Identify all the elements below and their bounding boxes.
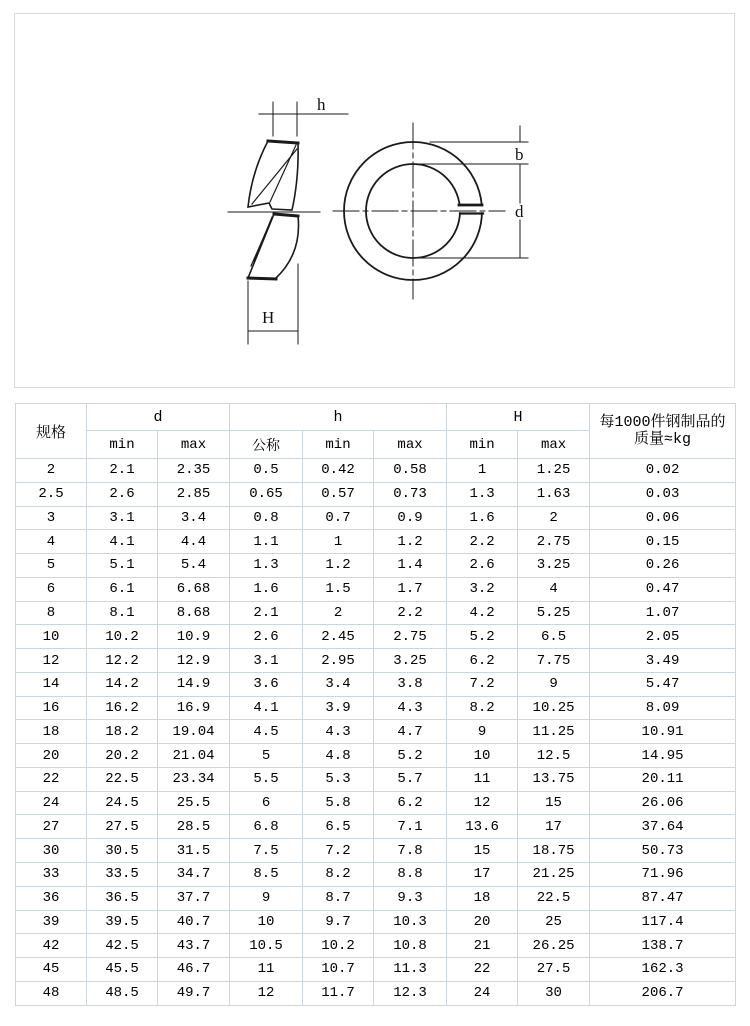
table-cell: 5 (230, 744, 303, 768)
spec-table-body (16, 459, 736, 1006)
table-cell: 162.3 (590, 958, 736, 982)
table-cell: 206.7 (590, 981, 736, 1005)
table-cell: 10 (230, 910, 303, 934)
table-cell: 48.5 (87, 981, 158, 1005)
table-cell: 42.5 (87, 934, 158, 958)
table-cell: 5.25 (518, 601, 590, 625)
table-row (16, 577, 736, 601)
table-cell: 30 (518, 981, 590, 1005)
table-cell: 8.5 (230, 863, 303, 887)
table-cell: 0.57 (303, 482, 374, 506)
table-cell: 1.4 (374, 554, 447, 578)
table-cell: 20.2 (87, 744, 158, 768)
spec-table (15, 403, 736, 1006)
table-cell: 16.2 (87, 696, 158, 720)
table-cell: 6.5 (303, 815, 374, 839)
table-cell: 22 (447, 958, 518, 982)
table-cell: 9 (518, 672, 590, 696)
dim-label-H: H (262, 308, 275, 327)
table-cell: 3.2 (447, 577, 518, 601)
table-cell: 1.63 (518, 482, 590, 506)
table-cell: 23.34 (158, 767, 230, 791)
table-cell: 1.25 (518, 459, 590, 483)
table-cell: 5.5 (230, 767, 303, 791)
table-cell: 11 (447, 767, 518, 791)
table-cell: 2.75 (374, 625, 447, 649)
table-cell: 24 (447, 981, 518, 1005)
table-cell: 6.2 (447, 649, 518, 673)
table-cell: 11 (230, 958, 303, 982)
table-cell: 39 (16, 910, 87, 934)
washer-technical-drawing (15, 14, 734, 387)
table-cell: 2.5 (16, 482, 87, 506)
table-cell: 48 (16, 981, 87, 1005)
table-cell: 1.5 (303, 577, 374, 601)
table-cell: 4.3 (303, 720, 374, 744)
table-row (16, 934, 736, 958)
table-cell: 7.75 (518, 649, 590, 673)
table-cell: 37.7 (158, 886, 230, 910)
table-cell: 2 (518, 506, 590, 530)
col-header-spec: 规格 (16, 404, 87, 459)
table-row (16, 601, 736, 625)
table-cell: 7.2 (303, 839, 374, 863)
table-cell: 36.5 (87, 886, 158, 910)
table-cell: 18.2 (87, 720, 158, 744)
table-cell: 3.6 (230, 672, 303, 696)
table-cell: 2 (303, 601, 374, 625)
table-cell: 30 (16, 839, 87, 863)
h-dimension-lines (259, 102, 348, 136)
table-cell: 1 (303, 530, 374, 554)
table-cell: 2.2 (447, 530, 518, 554)
table-cell: 25.5 (158, 791, 230, 815)
table-row (16, 696, 736, 720)
table-cell: 0.06 (590, 506, 736, 530)
table-row (16, 720, 736, 744)
table-row (16, 554, 736, 578)
table-cell: 49.7 (158, 981, 230, 1005)
table-cell: 24.5 (87, 791, 158, 815)
table-cell: 8.8 (374, 863, 447, 887)
table-cell: 45 (16, 958, 87, 982)
subheader-h-nominal: 公称 (230, 431, 303, 459)
table-cell: 16.9 (158, 696, 230, 720)
table-cell: 26.25 (518, 934, 590, 958)
table-cell: 3.1 (87, 506, 158, 530)
table-cell: 3.1 (230, 649, 303, 673)
subheader-H-min: min (447, 431, 518, 459)
table-cell: 1.6 (447, 506, 518, 530)
table-cell: 10 (447, 744, 518, 768)
table-cell: 3.9 (303, 696, 374, 720)
col-header-d: d (87, 404, 230, 431)
table-cell: 45.5 (87, 958, 158, 982)
table-cell: 2 (16, 459, 87, 483)
table-cell: 0.73 (374, 482, 447, 506)
table-cell: 3 (16, 506, 87, 530)
table-cell: 22 (16, 767, 87, 791)
table-cell: 2.1 (230, 601, 303, 625)
table-cell: 4 (16, 530, 87, 554)
table-cell: 12.3 (374, 981, 447, 1005)
table-cell: 10.3 (374, 910, 447, 934)
table-cell: 43.7 (158, 934, 230, 958)
table-cell: 6.2 (374, 791, 447, 815)
spec-table-container (15, 403, 735, 1006)
table-cell: 5.47 (590, 672, 736, 696)
table-cell: 16 (16, 696, 87, 720)
table-cell: 21.25 (518, 863, 590, 887)
table-row (16, 530, 736, 554)
table-cell: 8.2 (447, 696, 518, 720)
table-cell: 27.5 (518, 958, 590, 982)
col-header-h: h (230, 404, 447, 431)
table-cell: 8.2 (303, 863, 374, 887)
table-cell: 1.3 (447, 482, 518, 506)
subheader-h-max: max (374, 431, 447, 459)
table-cell: 0.02 (590, 459, 736, 483)
table-cell: 8.68 (158, 601, 230, 625)
table-cell: 12.9 (158, 649, 230, 673)
table-cell: 10.5 (230, 934, 303, 958)
table-cell: 13.75 (518, 767, 590, 791)
table-cell: 3.25 (518, 554, 590, 578)
subheader-d-max: max (158, 431, 230, 459)
table-cell: 6.5 (518, 625, 590, 649)
table-cell: 2.45 (303, 625, 374, 649)
table-cell: 46.7 (158, 958, 230, 982)
table-cell: 34.7 (158, 863, 230, 887)
table-cell: 6 (230, 791, 303, 815)
table-cell: 27.5 (87, 815, 158, 839)
table-cell: 4.3 (374, 696, 447, 720)
table-row (16, 981, 736, 1005)
table-cell: 7.2 (447, 672, 518, 696)
table-cell: 14 (16, 672, 87, 696)
table-cell: 14.9 (158, 672, 230, 696)
table-cell: 24 (16, 791, 87, 815)
table-cell: 22.5 (87, 767, 158, 791)
table-cell: 10.25 (518, 696, 590, 720)
table-cell: 3.8 (374, 672, 447, 696)
table-cell: 5.7 (374, 767, 447, 791)
table-cell: 1.2 (303, 554, 374, 578)
table-cell: 11.7 (303, 981, 374, 1005)
subheader-h-min: min (303, 431, 374, 459)
table-cell: 6 (16, 577, 87, 601)
table-cell: 8.1 (87, 601, 158, 625)
table-cell: 21 (447, 934, 518, 958)
table-cell: 10.9 (158, 625, 230, 649)
table-cell: 11.25 (518, 720, 590, 744)
col-header-H: H (447, 404, 590, 431)
table-cell: 37.64 (590, 815, 736, 839)
table-cell: 2.6 (447, 554, 518, 578)
table-cell: 36 (16, 886, 87, 910)
table-cell: 22.5 (518, 886, 590, 910)
table-cell: 5.4 (158, 554, 230, 578)
table-cell: 15 (518, 791, 590, 815)
table-cell: 12.2 (87, 649, 158, 673)
dim-label-b: b (515, 145, 524, 164)
table-cell: 4.1 (230, 696, 303, 720)
table-row (16, 482, 736, 506)
table-cell: 12.5 (518, 744, 590, 768)
table-cell: 28.5 (158, 815, 230, 839)
table-row (16, 863, 736, 887)
table-cell: 10.2 (87, 625, 158, 649)
table-cell: 2.6 (230, 625, 303, 649)
table-cell: 6.68 (158, 577, 230, 601)
table-cell: 0.26 (590, 554, 736, 578)
table-cell: 4.2 (447, 601, 518, 625)
washer-drawing-panel (14, 13, 735, 388)
table-cell: 0.9 (374, 506, 447, 530)
table-row (16, 839, 736, 863)
table-cell: 3.4 (158, 506, 230, 530)
table-row (16, 672, 736, 696)
dim-label-d: d (515, 202, 524, 221)
table-cell: 7.1 (374, 815, 447, 839)
table-cell: 9.7 (303, 910, 374, 934)
table-cell: 9 (230, 886, 303, 910)
table-cell: 0.47 (590, 577, 736, 601)
table-cell: 10 (16, 625, 87, 649)
table-cell: 0.7 (303, 506, 374, 530)
table-cell: 33.5 (87, 863, 158, 887)
table-cell: 5.8 (303, 791, 374, 815)
table-row (16, 649, 736, 673)
table-cell: 2.85 (158, 482, 230, 506)
table-cell: 0.5 (230, 459, 303, 483)
table-cell: 9.3 (374, 886, 447, 910)
table-cell: 17 (518, 815, 590, 839)
mass-header-line1: 每1000件钢制品的 (599, 414, 726, 431)
table-cell: 0.15 (590, 530, 736, 554)
table-cell: 7.8 (374, 839, 447, 863)
table-cell: 18 (447, 886, 518, 910)
table-cell: 4 (518, 577, 590, 601)
subheader-d-min: min (87, 431, 158, 459)
table-row (16, 744, 736, 768)
table-cell: 2.2 (374, 601, 447, 625)
table-cell: 87.47 (590, 886, 736, 910)
side-view-lower-band (248, 214, 299, 279)
table-cell: 26.06 (590, 791, 736, 815)
table-cell: 0.03 (590, 482, 736, 506)
table-cell: 0.58 (374, 459, 447, 483)
table-cell: 71.96 (590, 863, 736, 887)
table-cell: 13.6 (447, 815, 518, 839)
table-cell: 15 (447, 839, 518, 863)
table-cell: 31.5 (158, 839, 230, 863)
table-cell: 1.1 (230, 530, 303, 554)
table-cell: 8.7 (303, 886, 374, 910)
subheader-H-max: max (518, 431, 590, 459)
table-cell: 0.42 (303, 459, 374, 483)
table-row (16, 459, 736, 483)
table-cell: 3.49 (590, 649, 736, 673)
table-cell: 4.1 (87, 530, 158, 554)
table-cell: 2.1 (87, 459, 158, 483)
col-header-mass (590, 404, 736, 459)
table-cell: 14.95 (590, 744, 736, 768)
table-cell: 20 (447, 910, 518, 934)
table-cell: 11.3 (374, 958, 447, 982)
table-cell: 10.2 (303, 934, 374, 958)
table-cell: 27 (16, 815, 87, 839)
table-cell: 20 (16, 744, 87, 768)
table-cell: 4.8 (303, 744, 374, 768)
table-cell: 17 (447, 863, 518, 887)
table-cell: 25 (518, 910, 590, 934)
table-cell: 40.7 (158, 910, 230, 934)
table-cell: 5.2 (374, 744, 447, 768)
table-cell: 20.11 (590, 767, 736, 791)
table-cell: 10.8 (374, 934, 447, 958)
table-cell: 12 (16, 649, 87, 673)
table-row (16, 625, 736, 649)
table-cell: 2.6 (87, 482, 158, 506)
table-cell: 9 (447, 720, 518, 744)
table-row (16, 791, 736, 815)
table-cell: 42 (16, 934, 87, 958)
table-cell: 5.1 (87, 554, 158, 578)
table-cell: 1.7 (374, 577, 447, 601)
table-row (16, 886, 736, 910)
table-cell: 10.7 (303, 958, 374, 982)
table-cell: 2.35 (158, 459, 230, 483)
table-cell: 39.5 (87, 910, 158, 934)
table-row (16, 958, 736, 982)
table-cell: 117.4 (590, 910, 736, 934)
dim-label-h: h (317, 95, 326, 114)
table-cell: 12 (230, 981, 303, 1005)
table-cell: 50.73 (590, 839, 736, 863)
table-row (16, 815, 736, 839)
table-row (16, 910, 736, 934)
table-cell: 6.8 (230, 815, 303, 839)
mass-header-line2: 质量≈kg (634, 431, 692, 448)
table-cell: 4.7 (374, 720, 447, 744)
table-cell: 5.2 (447, 625, 518, 649)
table-cell: 30.5 (87, 839, 158, 863)
table-cell: 10.91 (590, 720, 736, 744)
table-cell: 14.2 (87, 672, 158, 696)
table-cell: 3.4 (303, 672, 374, 696)
table-cell: 33 (16, 863, 87, 887)
table-cell: 1 (447, 459, 518, 483)
table-cell: 0.65 (230, 482, 303, 506)
table-cell: 1.07 (590, 601, 736, 625)
table-cell: 2.75 (518, 530, 590, 554)
table-cell: 18.75 (518, 839, 590, 863)
table-cell: 2.05 (590, 625, 736, 649)
table-cell: 18 (16, 720, 87, 744)
table-cell: 8.09 (590, 696, 736, 720)
table-cell: 6.1 (87, 577, 158, 601)
table-cell: 1.2 (374, 530, 447, 554)
table-cell: 1.3 (230, 554, 303, 578)
table-cell: 5 (16, 554, 87, 578)
table-cell: 19.04 (158, 720, 230, 744)
table-cell: 8 (16, 601, 87, 625)
table-cell: 4.5 (230, 720, 303, 744)
table-cell: 5.3 (303, 767, 374, 791)
table-row (16, 767, 736, 791)
table-cell: 3.25 (374, 649, 447, 673)
table-cell: 21.04 (158, 744, 230, 768)
table-cell: 0.8 (230, 506, 303, 530)
table-row (16, 506, 736, 530)
table-cell: 7.5 (230, 839, 303, 863)
table-cell: 12 (447, 791, 518, 815)
table-cell: 2.95 (303, 649, 374, 673)
table-cell: 1.6 (230, 577, 303, 601)
table-cell: 4.4 (158, 530, 230, 554)
table-cell: 138.7 (590, 934, 736, 958)
